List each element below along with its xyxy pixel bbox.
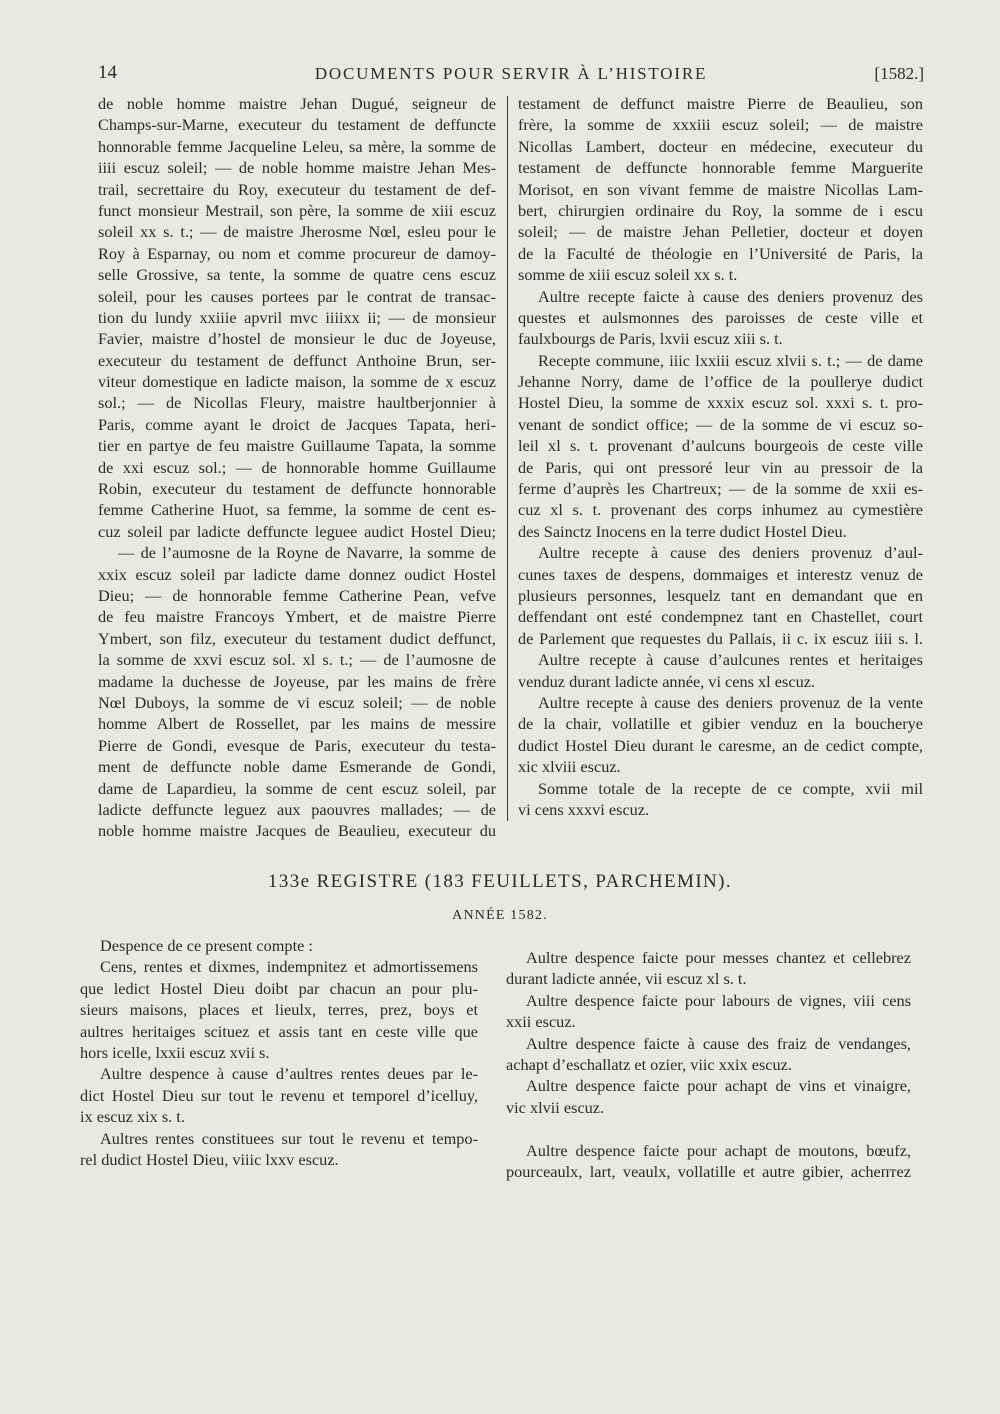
top-left-text-line: viteur domestique en ladicte maison, la somme de x escuz [98, 372, 496, 392]
top-right-text-line: questes et aulsmonnes des paroisses de ceste ville et [518, 307, 923, 327]
top-right-text-line: testament de deffunct maistre Pierre de Beaulieu, son [518, 94, 923, 113]
top-left-text-line: Ymbert, son filz, executeur du testament dudict deffunct, [98, 628, 496, 648]
top-right-text-line: leil xl s. t. provenant d’aulcuns bourgeois de ceste ville [518, 436, 923, 456]
top-left-text-line: sol.; — de Nicollas Fleury, maistre haultberjonnier à [98, 393, 496, 413]
bottom-right-text-line: pourceaulx, lart, veaulx, vollatille et autre gibier, achептez [506, 1161, 911, 1181]
top-right-text-line: Aultre recepte à cause d’aulcunes rentes et heritaiges [538, 650, 923, 670]
bottom-right-text-line: Aultre despence faicte pour achapt de vins et vinaigre, [526, 1076, 911, 1096]
top-left-text-line: tion du lundy xxiiie apvril mvc iiiixx ii; — de monsieur [98, 307, 496, 327]
top-right-text-line: ferme d’auprès les Chartreux; — de la somme de xxii es- [518, 479, 923, 499]
bottom-right-text-line: achapt d’eschallatz et ozier, viic xxix escuz. [506, 1054, 792, 1074]
top-right-text-line: Morisot, en son vivant femme de maistre Nicollas Lam- [518, 179, 923, 199]
bottom-left-text-line: rel dudict Hostel Dieu, viiic lxxv escuz. [80, 1149, 339, 1169]
section-year: ANNÉE 1582. [452, 908, 548, 923]
column-divider-top [507, 96, 508, 821]
top-right-text-line: cuz xl s. t. provenant des corps inhumez au cymestière [518, 500, 923, 520]
top-left-text-line: Pierre de Gondi, evesque de Paris, executeur du testa- [98, 735, 496, 755]
top-left-text-line: ladicte deffuncte leguez aux paouvres mallades; — de [98, 799, 496, 819]
top-left-text-line: Roy à Esparnay, ou nom et comme procureur de damoy- [98, 243, 496, 263]
top-left-text-line: — de l’aumosne de la Royne de Navarre, la somme de [118, 543, 496, 563]
top-left-text-line: Nœl Duboys, la somme de vi escuz soleil; — de noble [98, 692, 496, 712]
section-title: 133e REGISTRE (183 FEUILLETS, PARCHEMIN). [267, 871, 733, 892]
top-left-text-line: Favier, maistre d’hostel de monsieur le duc de Joyeuse, [98, 329, 496, 349]
top-left-text-line: ment de deffuncte noble dame Esmerande de Gondi, [98, 757, 496, 777]
top-left-text-line: de noble homme maistre Jehan Dugué, seigneur de [98, 94, 496, 113]
top-left-text-line: madame la duchesse de Joyeuse, par les mains de frère [98, 671, 496, 691]
top-left-text-line: de xxi escuz sol.; — de honnorable homme Guillaume [98, 457, 496, 477]
top-left-text-line: xxix escuz soleil par ladicte dame donnez oudict Hostel [98, 564, 496, 584]
top-right-text-line: plusieurs personnes, lesquelz tant en demandant que en [518, 585, 923, 605]
top-right-text-line: frère, la somme de xxxiii escuz soleil; — de maistre [518, 115, 923, 135]
top-right-text-line: Aultre recepte à cause des deniers provenuz de la vente [538, 692, 923, 712]
top-right-text-line: de la chair, vollatille et gibier venduz en la boucherye [518, 714, 923, 734]
top-right-text-line: Recepte commune, iiic lxxiii escuz xlvii s. t.; — de dame [538, 350, 923, 370]
top-left-text-line: tier en partye de feu maistre Guillaume Tapata, la somme [98, 436, 496, 456]
top-right-text-line: deffendant ont esté condempnez tant en Chastellet, court [518, 607, 923, 627]
top-right-text-line: venduz durant ladicte année, vi cens xl escuz. [518, 671, 816, 691]
bottom-left-text-line: aultres heritaiges scituez et assis tant en ceste ville que [80, 1021, 478, 1041]
bottom-left-text-line: sieurs maisons, places et lieulx, terres, prez, boys et [80, 1000, 478, 1020]
top-left-text-line: soleil xx s. t.; — de maistre Jherosme Nœl, esleu pour le [98, 222, 496, 242]
top-left-text-line: funct monsieur Mestrail, son père, la somme de xiii escuz [98, 200, 496, 220]
top-right-text-line: faulxbourgs de Paris, lxvii escuz xiii s. t. [518, 329, 783, 349]
column-bottom-right [506, 947, 911, 1182]
top-right-text-line: testament de deffuncte honnorable femme Marguerite [518, 158, 923, 178]
bottom-right-text-line [506, 1118, 911, 1139]
running-year: [1582.] [874, 64, 924, 83]
top-right-text-line: dudict Hostel Dieu durant le caresme, an de cedict compte, [518, 735, 923, 755]
top-left-text-line: de feu maistre Francoys Ymbert, et de maistre Pierre [98, 607, 496, 627]
bottom-right-text-line: Aultre despence faicte pour labours de vignes, viii cens [526, 990, 911, 1010]
top-right-text-line: Hostel Dieu, la somme de xxxix escuz sol. xxxi s. t. pro- [518, 393, 923, 413]
bottom-left-text-line: Aultres rentes constituees sur tout le revenu et tempo- [100, 1128, 478, 1148]
top-left-text-line: iiii escuz soleil; — de noble homme maistre Jehan Mes- [98, 158, 496, 178]
top-right-text-line: xic xlviii escuz. [518, 757, 621, 777]
bottom-right-text-line: vic xlvii escuz. [506, 1097, 605, 1117]
bottom-left-text-line: Aultre despence à cause d’aultres rentes deues par le- [100, 1064, 478, 1084]
top-right-text-line: de la Faculté de théologie en l’Université de Paris, la [518, 243, 923, 263]
running-head [98, 62, 924, 88]
top-left-text-line: honnorable femme Jacqueline Leleu, sa mère, la somme de [98, 136, 496, 156]
top-left-text-line: femme Catherine Huot, sa femme, la somme de cent es- [98, 500, 496, 520]
top-right-text-line: soleil; — de maistre Jehan Pelletier, docteur et doyen [518, 222, 923, 242]
top-right-text-line: Aultre recepte à cause des deniers provenuz d’aul- [538, 543, 923, 563]
bottom-left-text-line: hors icelle, lxxii escuz xvii s. [80, 1042, 270, 1062]
top-left-text-line: Paris, comme ayant le droict de Jacques Tapata, heri- [98, 414, 496, 434]
column-top-right [518, 93, 923, 820]
top-left-text-line: noble homme maistre Jacques de Beaulieu, executeur du [98, 821, 496, 841]
bottom-left-text-line: que ledict Hostel Dieu doibt par chacun an pour plu- [80, 978, 478, 998]
top-left-text-line: selle Grossive, sa tente, la somme de quatre cens escuz [98, 265, 496, 285]
top-left-text-line: Dieu; — de honnorable femme Catherine Pean, vefve [98, 585, 496, 605]
top-right-text-line: somme de xiii escuz soleil xx s. t. [518, 265, 738, 285]
top-left-text-line: executeur du testament de deffunct Anthoine Brun, ser- [98, 350, 496, 370]
top-right-text-line: de Paris, qui ont pressoré leur vin au pressoir de la [518, 457, 923, 477]
top-right-text-line: cunes taxes de despens, dommaiges et interestz venuz de [518, 564, 923, 584]
bottom-right-text-line: Aultre despence faicte à cause des fraiz de vendanges, [526, 1033, 911, 1053]
bottom-right-text-line: Aultre despence faicte pour achapt de moutons, bœufz, [526, 1140, 911, 1160]
top-left-text-line: soleil, pour les causes portees par le contrat de transac- [98, 286, 496, 306]
top-right-text-line: Nicollas Lambert, docteur en médecine, executeur du [518, 136, 923, 156]
top-left-text-line: cuz soleil par ladicte deffuncte leguee audict Hostel Dieu; [98, 521, 496, 541]
top-right-text-line: des Sainctz Inocens en la terre dudict Hostel Dieu. [518, 521, 847, 541]
bottom-left-text-line: Cens, rentes et dixmes, indempnitez et admortissemens [100, 957, 478, 977]
top-right-text-line: Aultre recepte faicte à cause des deniers provenuz des [538, 286, 923, 306]
page-number: 14 [98, 62, 117, 83]
top-left-text-line: trail, secrettaire du Roy, executeur du testament de def- [98, 179, 496, 199]
top-right-text-line: venant de sondict office; — de la somme de vi escuz so- [518, 414, 923, 434]
top-left-text-line: la somme de xxvi escuz sol. xl s. t.; — de l’aumosne de [98, 650, 496, 670]
running-title: DOCUMENTS POUR SERVIR À L’HISTOIRE [314, 64, 708, 83]
top-right-text-line: bert, chirurgien ordinaire du Roy, la somme de i escu [518, 200, 923, 220]
bottom-left-text-line: Despence de ce present compte : [100, 936, 313, 955]
column-bottom-left [80, 935, 478, 1170]
top-left-text-line: Robin, executeur du testament de deffuncte honnorable [98, 479, 496, 499]
bottom-right-text-line: xxii escuz. [506, 1012, 576, 1032]
top-right-text-line: Jehanne Norry, dame de l’office de la poullerye dudict [518, 372, 923, 392]
bottom-left-text-line: ix escuz xix s. t. [80, 1107, 185, 1127]
top-right-text-line: vi cens xxxvi escuz. [518, 799, 650, 819]
top-left-text-line: dame de Lapardieu, la somme de cent escuz soleil, par [98, 778, 496, 798]
bottom-left-text-line: dict Hostel Dieu sur tout le revenu et temporel d’icelluy, [80, 1085, 478, 1105]
top-left-text-line: Champs-sur-Marne, executeur du testament de deffuncte [98, 115, 496, 135]
bottom-right-text-line: durant ladicte année, vii escuz xl s. t. [506, 969, 747, 989]
column-top-left [98, 93, 496, 842]
bottom-right-text-line: Aultre despence faicte pour messes chantez et cellebrez [526, 948, 911, 967]
top-right-text-line: Somme totale de la recepte de ce compte, xvii mil [538, 778, 923, 798]
top-right-text-line: de Parlement que requestes du Pallais, ii c. ix escuz iiii s. l. [518, 628, 923, 648]
top-left-text-line: homme Albert de Rossellet, par les mains de messire [98, 714, 496, 734]
